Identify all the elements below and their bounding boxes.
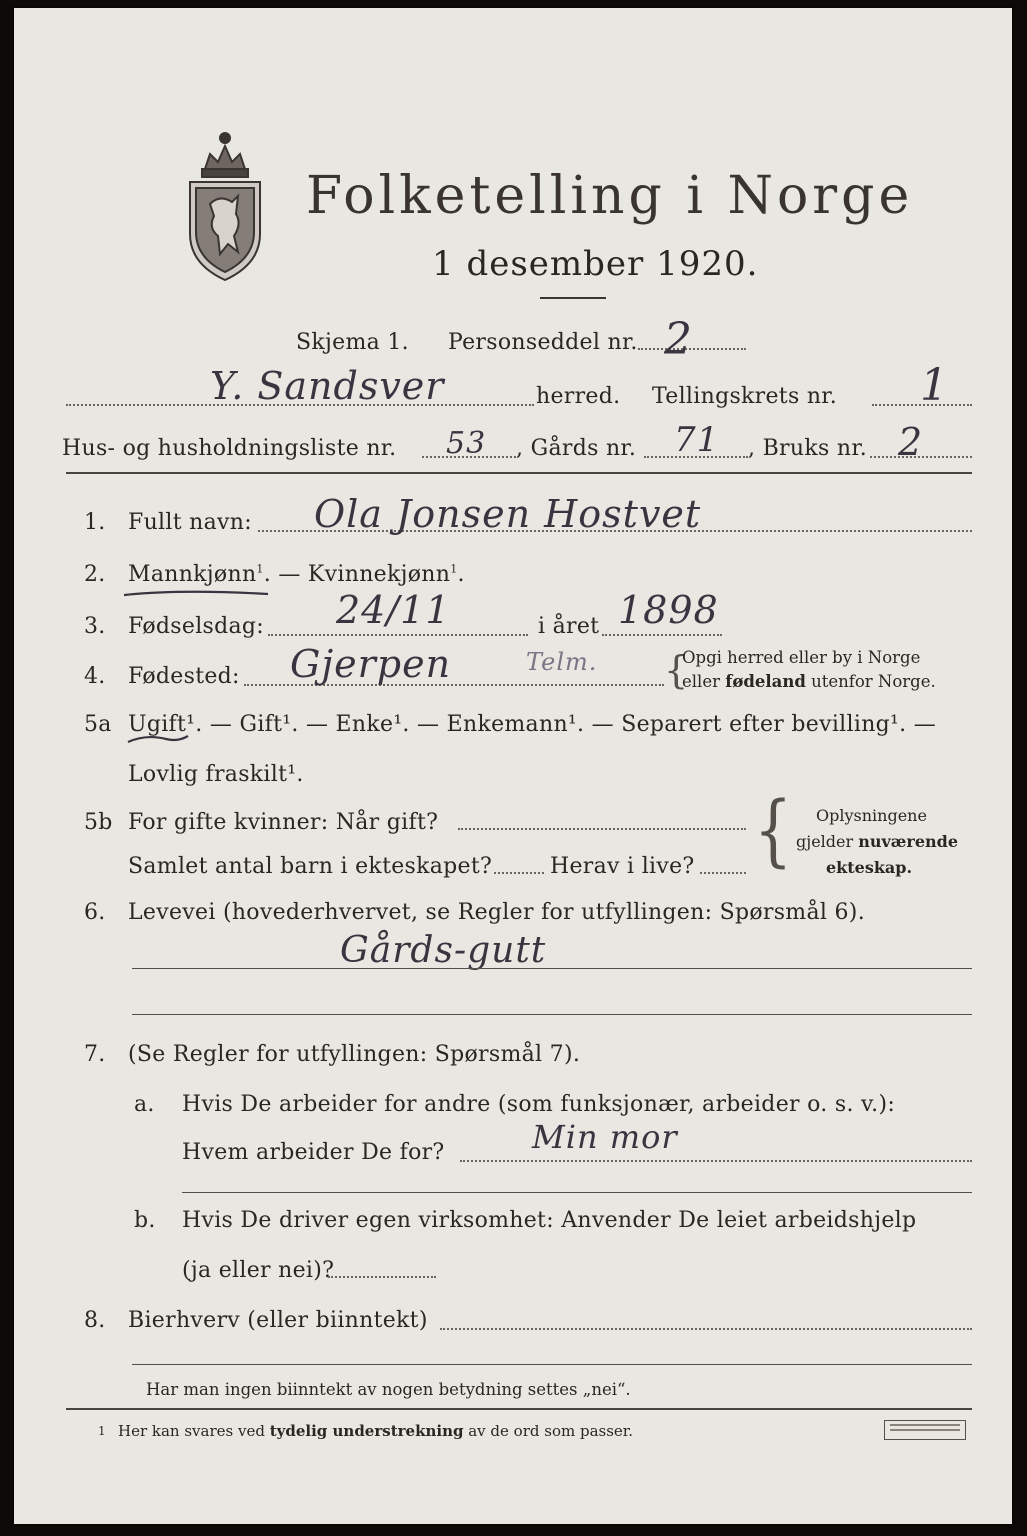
birth-date-value: 24/11 <box>336 588 451 632</box>
municipality-label: herred. <box>536 384 621 409</box>
q5b-note-line3: ekteskap. <box>826 858 913 877</box>
q7-label: (Se Regler for utfyllingen: Spørsmål 7). <box>128 1042 581 1067</box>
q4-note-line1: Opgi herred eller by i Norge <box>682 648 921 667</box>
secondary-income-field[interactable] <box>440 1328 972 1330</box>
q8-label: Bierhverv (eller biinntekt) <box>128 1308 428 1333</box>
q5b-number: 5b <box>84 810 113 835</box>
district-label: Tellingskrets nr. <box>652 384 837 409</box>
household-list-value: 53 <box>446 426 487 461</box>
q4-brace: { <box>664 648 689 692</box>
q2-number: 2. <box>84 562 106 587</box>
q3-year-label: i året <box>538 614 600 639</box>
header-separator <box>66 472 972 474</box>
q2-sex-options: Mannkjønn$^1$. — Kvinnekjønn$^1$. <box>128 562 465 587</box>
q5b-note-a: gjelder <box>796 832 859 851</box>
occupation-line-1[interactable] <box>132 968 972 969</box>
q7a-number: a. <box>134 1092 155 1117</box>
holding-label: , Bruks nr. <box>748 436 868 461</box>
unmarried-underline-mark <box>126 730 190 748</box>
municipality-value: Y. Sandsver <box>210 364 445 408</box>
q1-number: 1. <box>84 510 106 535</box>
employer-value: Min mor <box>532 1118 678 1156</box>
children-alive-field[interactable] <box>700 872 746 874</box>
farm-value: 71 <box>674 420 720 460</box>
q5b-brace: { <box>754 785 793 877</box>
q6-label: Levevei (hovederhvervet, se Regler for utfyllingen: Spørsmål 6). <box>128 900 865 925</box>
footnote-c: understrekning <box>327 1422 464 1440</box>
birthplace-value: Gjerpen <box>290 642 452 686</box>
q8-note: Har man ingen biinntekt av nogen betydning settes „nei“. <box>146 1380 631 1399</box>
q4-note-b: fødeland <box>725 672 806 691</box>
q2-female-option[interactable]: Kvinnekjønn <box>307 562 451 587</box>
q5b-note-line2 <box>796 832 958 851</box>
q5b-note-line1: Oplysningene <box>816 806 927 825</box>
q5a-divorced-option[interactable]: Lovlig fraskilt¹. <box>128 762 304 787</box>
married-when-field[interactable] <box>458 828 746 830</box>
coat-of-arms-icon <box>180 124 270 284</box>
employer-line-2[interactable] <box>182 1192 972 1193</box>
q4-number: 4. <box>84 664 106 689</box>
q7a-line2: Hvem arbeider De for? <box>182 1140 445 1165</box>
title-divider <box>540 297 606 299</box>
farm-label: , Gårds nr. <box>516 436 637 461</box>
footnote-text <box>118 1422 633 1440</box>
footer-separator <box>66 1408 972 1410</box>
full-name-value: Ola Jonsen Hostvet <box>314 492 702 536</box>
q4-label: Fødested: <box>128 664 240 689</box>
q5a-number: 5a <box>84 712 112 737</box>
q7b-line1: Hvis De driver egen virksomhet: Anvender De leiet arbeidshjelp <box>182 1208 917 1233</box>
birthplace-county-value: Telm. <box>526 648 598 676</box>
male-underline-mark <box>122 586 272 600</box>
birth-date-field[interactable] <box>268 634 528 636</box>
secondary-income-line-2[interactable] <box>132 1364 972 1365</box>
q2-separator: . — <box>263 562 308 587</box>
occupation-line-2[interactable] <box>132 1014 972 1015</box>
q5b-line2: Samlet antal barn i ekteskapet? <box>128 854 493 879</box>
form-title: Folketelling i Norge <box>306 166 914 226</box>
q4-note-line2 <box>682 672 936 691</box>
census-form <box>14 8 1012 1524</box>
q7b-line2: (ja eller nei)? <box>182 1258 335 1283</box>
q4-note-a: eller <box>682 672 726 691</box>
q2-male-option[interactable]: Mannkjønn <box>128 562 257 587</box>
q5b-note-b: nuværende <box>858 832 959 851</box>
footnote-mark: 1 <box>98 1424 106 1438</box>
footnote-a: Her kan svares ved <box>118 1422 270 1440</box>
household-list-label: Hus- og husholdningsliste nr. <box>62 436 397 461</box>
footnote-d: av de ord som passer. <box>463 1422 634 1440</box>
q7-number: 7. <box>84 1042 106 1067</box>
footnote-b: tydelig <box>269 1422 328 1440</box>
district-value: 1 <box>920 360 949 411</box>
q6-number: 6. <box>84 900 106 925</box>
q4-note-c: utenfor Norge. <box>805 672 936 691</box>
children-total-field[interactable] <box>494 872 544 874</box>
q7b-number: b. <box>134 1208 156 1233</box>
employer-field[interactable] <box>460 1160 972 1162</box>
census-date: 1 desember 1920. <box>432 244 759 284</box>
q5b-line1: For gifte kvinner: Når gift? <box>128 810 439 835</box>
q7a-line1: Hvis De arbeider for andre (som funksjonær, arbeider o. s. v.): <box>182 1092 896 1117</box>
birth-year-field[interactable] <box>602 634 722 636</box>
q3-label: Fødselsdag: <box>128 614 265 639</box>
q5a-marital-options[interactable]: Ugift¹. — Gift¹. — Enke¹. — Enkemann¹. — Separert efter bevilling¹. — <box>128 712 937 737</box>
form-id-label: Skjema 1. <box>296 330 409 355</box>
birth-year-value: 1898 <box>618 588 719 632</box>
person-slip-value: 2 <box>664 314 693 365</box>
holding-value: 2 <box>898 420 924 464</box>
q1-label: Fullt navn: <box>128 510 252 535</box>
hired-help-field[interactable] <box>328 1276 436 1278</box>
person-slip-label: Personseddel nr. <box>448 330 638 355</box>
occupation-value: Gårds-gutt <box>340 930 547 971</box>
q2-end: . <box>457 562 465 587</box>
printer-stamp <box>884 1420 966 1440</box>
q5b-alive-label: Herav i live? <box>550 854 695 879</box>
q8-number: 8. <box>84 1308 106 1333</box>
q3-number: 3. <box>84 614 106 639</box>
